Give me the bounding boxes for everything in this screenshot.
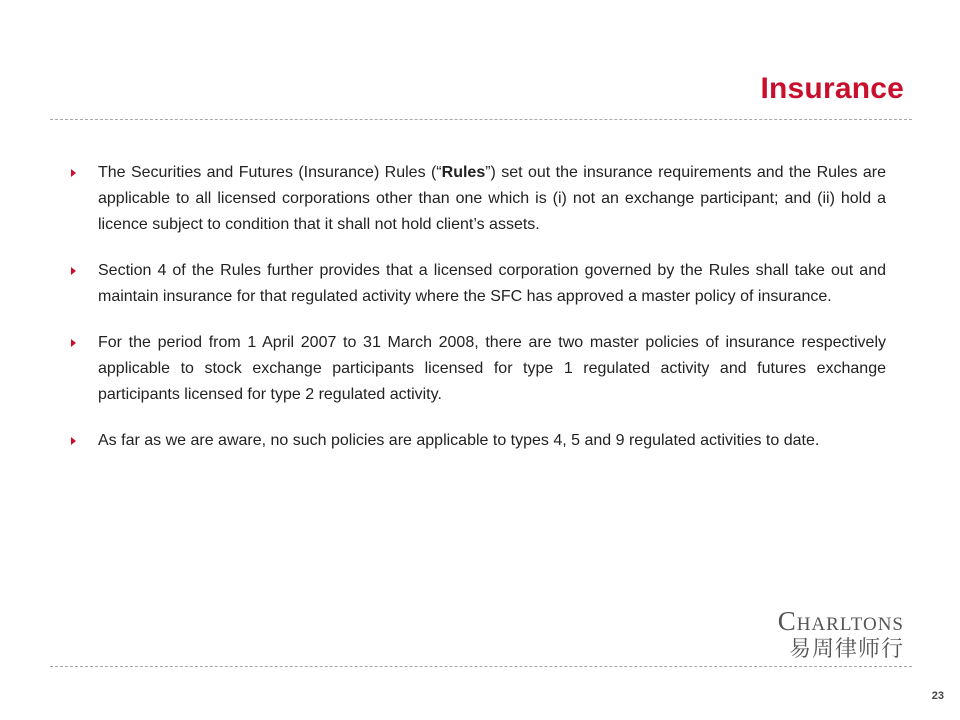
bullet-item — [68, 428, 886, 454]
bullet-text-after: ”) set out the insurance requirements and the Rules are applicable to all licensed corporations other than one which is (i) not an exchange participant; and (ii) hold a licence subject to condition that it shall not hold client’s assets. — [98, 164, 886, 233]
bullet-arrow-icon — [71, 267, 76, 275]
bullet-text: As far as we are aware, no such policies are applicable to types 4, 5 and 9 regulated activities to date. — [98, 432, 820, 449]
company-logo — [778, 606, 904, 664]
logo-english-name: Charltons — [777, 606, 904, 636]
page-number: 23 — [931, 690, 944, 702]
bullet-item — [68, 258, 886, 310]
page-title: Insurance — [760, 72, 904, 105]
bullet-text: For the period from 1 April 2007 to 31 March 2008, there are two master policies of insurance respectively applicable to stock exchange participants licensed for type 1 regulated activity and futures exchange participants licensed for type 2 regulated activity. — [98, 334, 886, 403]
bullet-arrow-icon — [71, 437, 76, 445]
bullet-list — [68, 160, 886, 474]
bullet-text-before: The Securities and Futures (Insurance) Rules (“ — [98, 164, 442, 181]
bullet-item — [68, 160, 886, 238]
logo-chinese-name: 易周律师行 — [788, 637, 904, 662]
bullet-arrow-icon — [71, 169, 76, 177]
bullet-text-bold: Rules — [441, 164, 486, 181]
bullet-arrow-icon — [71, 339, 76, 347]
top-divider — [50, 119, 912, 120]
bullet-text: Section 4 of the Rules further provides that a licensed corporation governed by the Rules shall take out and maintain insurance for that regulated activity where the SFC has approved a master policy of insurance. — [98, 262, 886, 305]
bottom-divider — [50, 666, 912, 667]
bullet-item — [68, 330, 886, 408]
